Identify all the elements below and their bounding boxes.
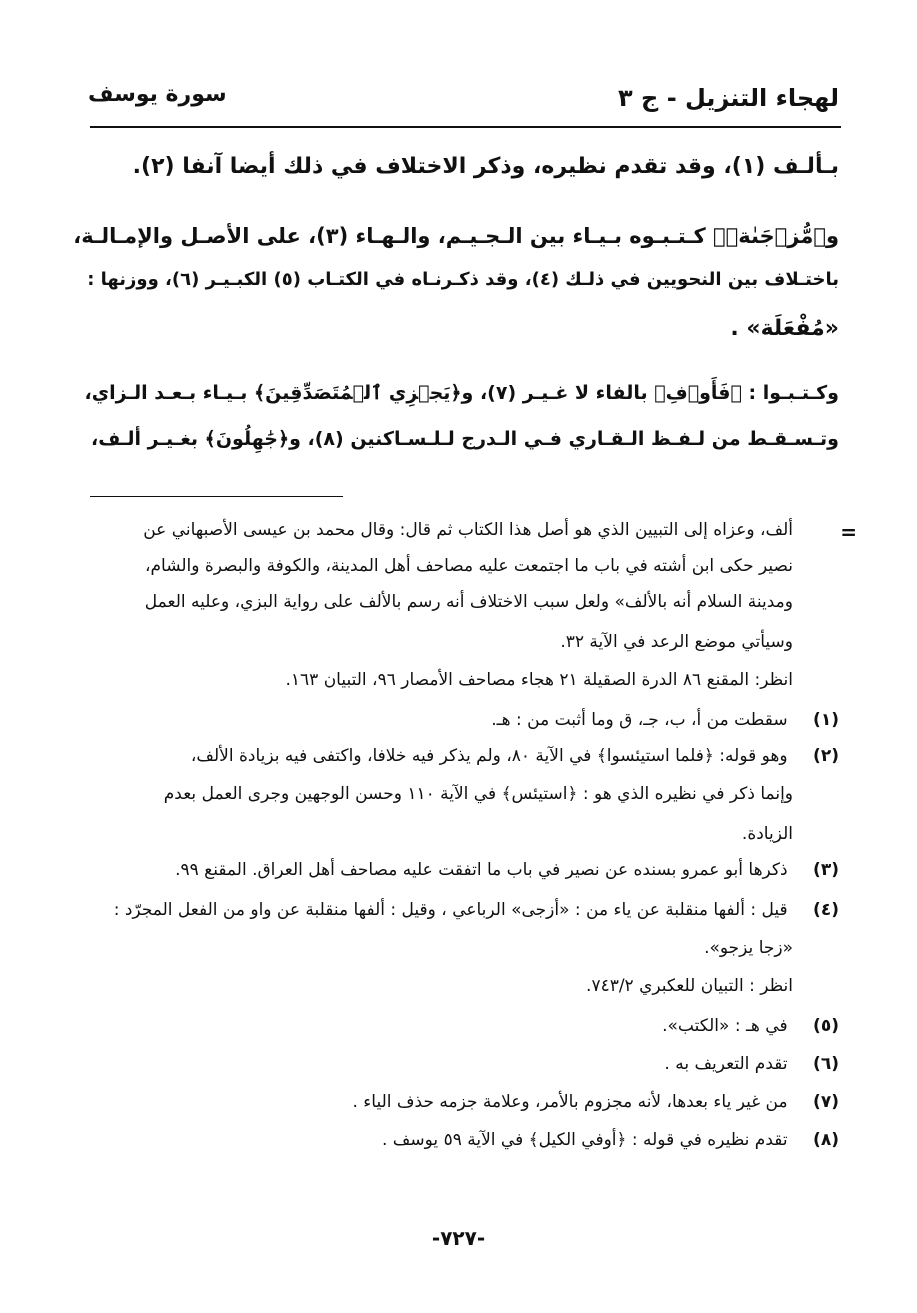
footnote-continuation-mark: =	[840, 520, 857, 544]
running-head-book: لهجاء التنزيل - ج ٣	[618, 84, 839, 112]
footnote-number: (٢)	[813, 746, 839, 766]
footnote-continuation-line: ألف، وعزاه إلى التبيين الذي هو أصل هذا الكتاب ثم قال: وقال محمد بن عيسى الأصبهاني عن	[143, 520, 793, 540]
footnote-text: قيل : ألفها منقلبة عن ياء من : «أزجى» الرباعي ، وقيل : ألفها منقلبة عن واو من الفعل المجرّد :	[113, 900, 788, 920]
footnote-number: (٨)	[813, 1130, 839, 1150]
footnote-text: تقدم التعريف به .	[664, 1054, 788, 1074]
footnote-continuation-line: نصير حكى ابن أشته في باب ما اجتمعت عليه مصاحف أهل المدينة، والكوفة والبصرة والشام،	[145, 556, 793, 576]
body-line: وتـسـقـط من لـفـظ الـقـاري فـي الـدرج لـلـسـاكنين (٨)، و﴿جَٰهِلُونَ﴾ بغـيـر ألـف،	[91, 428, 839, 450]
footnote-number: (٦)	[813, 1054, 839, 1074]
footnote-text: وهو قوله: ﴿فلما استيئسوا﴾ في الآية ٨٠، ولم يذكر فيه خلافا، واكتفى فيه بزيادة الألف،	[190, 746, 788, 766]
footnote-text: سقطت من أ، ب، جـ، ق وما أثبت من : هـ.	[491, 710, 788, 730]
footnote-5	[79, 1018, 839, 1035]
body-line: وكـتـبـوا : ﴿فَأَوۡفِ﴾ بالفاء لا غـيـر (٧)، و﴿يَجۡزِي ٱلۡمُتَصَدِّقِينَ﴾ بـيـاء بـعـد الـزاي،	[84, 382, 839, 404]
footnote-number: (١)	[813, 710, 839, 730]
body-line: و﴿مُّزۡجَىٰةٖ﴾ كـتـبـوه بـيـاء بين الـجـيـم، والـهـاء (٣)، على الأصـل والإمـالـة،	[73, 224, 839, 248]
footnote-7	[79, 1094, 839, 1111]
footnote-1	[79, 712, 839, 729]
footnote-continuation-line: ومدينة السلام أنه بالألف» ولعل سبب الاختلاف أنه رسم بالألف على رواية البزي، وعليه العمل	[144, 592, 793, 612]
footnote-continuation-line: وسيأتي موضع الرعد في الآية ٣٢.	[560, 632, 793, 652]
footnote-text: تقدم نظيره في قوله : ﴿أوفي الكيل﴾ في الآية ٥٩ يوسف .	[382, 1130, 788, 1150]
footnote-2	[79, 748, 839, 765]
footnote-8	[79, 1132, 839, 1149]
body-line: بـألـف (١)، وقد تقدم نظيره، وذكر الاختلاف في ذلك أيضا آنفا (٢).	[132, 154, 839, 179]
footnote-text: من غير ياء بعدها، لأنه مجزوم بالأمر، وعلامة جزمه حذف الياء .	[352, 1092, 788, 1112]
footnote-6	[79, 1056, 839, 1073]
footnote-text: في هـ : «الكتب».	[662, 1016, 788, 1036]
footnote-continuation-line: انظر: المقنع ٨٦ الدرة الصقيلة ٢١ هجاء مصاحف الأمصار ٩٦، التبيان ١٦٣.	[285, 670, 793, 690]
footnote-4	[79, 902, 839, 919]
footnote-text: انظر : التبيان للعكبري ٧٤٣/٢.	[586, 976, 793, 996]
footnote-number: (٣)	[813, 860, 839, 880]
body-line: «مُفْعَلَة» .	[730, 316, 839, 341]
page-number: -٧٢٧-	[431, 1226, 486, 1250]
footnote-text: الزيادة.	[741, 824, 793, 844]
footnote-text: «زجا يزجو».	[704, 938, 793, 958]
running-head-surah: سورة يوسف	[88, 82, 227, 107]
footnote-separator	[90, 496, 343, 497]
footnote-number: (٤)	[813, 900, 839, 920]
body-line: باختـلاف بين النحويين في ذلـك (٤)، وقد ذكـرنـاه في الكتـاب (٥) الكبـيـر (٦)، ووزنها :	[87, 269, 839, 290]
footnote-number: (٧)	[813, 1092, 839, 1112]
footnote-3	[79, 862, 839, 879]
header-rule	[90, 126, 841, 128]
footnote-text: ذكرها أبو عمرو بسنده عن نصير في باب ما اتفقت عليه مصاحف أهل العراق. المقنع ٩٩.	[175, 860, 788, 880]
footnote-number: (٥)	[813, 1016, 839, 1036]
footnote-text: وإنما ذكر في نظيره الذي هو : ﴿استيئس﴾ في الآية ١١٠ وحسن الوجهين وجرى العمل بعدم	[163, 784, 793, 804]
